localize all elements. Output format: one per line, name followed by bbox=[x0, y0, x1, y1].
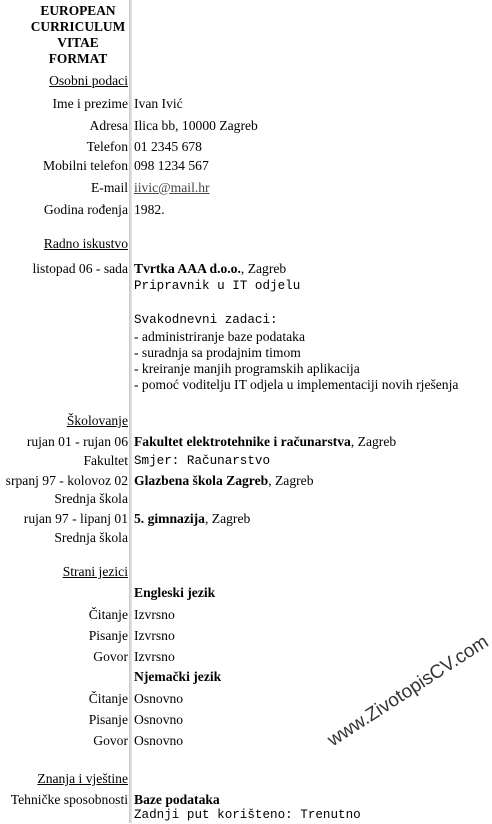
education-type-row bbox=[0, 490, 474, 508]
field-value: Osnovno bbox=[134, 691, 184, 706]
education-period: rujan 01 - rujan 06 bbox=[26, 434, 128, 449]
work-company: Tvrtka AAA d.o.o. bbox=[134, 261, 241, 276]
field-value: Osnovno bbox=[134, 712, 184, 727]
field-label: Tehničke sposobnosti bbox=[10, 792, 128, 807]
education-city: , Zagreb bbox=[350, 434, 397, 449]
education-school: Fakultet elektrotehnike i računarstva bbox=[134, 434, 351, 449]
work-task bbox=[0, 376, 474, 394]
field-label: Pisanje bbox=[88, 628, 128, 643]
field-label: Mobilni telefon bbox=[43, 158, 128, 173]
field-value: Ilica bb, 10000 Zagreb bbox=[134, 118, 258, 133]
education-school-line bbox=[134, 433, 396, 451]
field-email bbox=[0, 179, 474, 197]
education-school-line bbox=[134, 472, 314, 490]
title-line: VITAE bbox=[57, 35, 99, 50]
section-education bbox=[0, 412, 474, 430]
section-personal bbox=[0, 72, 474, 90]
field-value: 1982. bbox=[134, 202, 165, 217]
field-label: Čitanje bbox=[88, 691, 128, 706]
language-writing bbox=[0, 711, 474, 729]
language-speaking bbox=[0, 648, 474, 666]
section-heading: Osobni podaci bbox=[49, 73, 128, 88]
education-city: , Zagreb bbox=[268, 473, 314, 488]
section-work bbox=[0, 235, 474, 253]
section-heading: Znanja i vještine bbox=[37, 771, 128, 786]
education-school: 5. gimnazija bbox=[134, 511, 205, 526]
field-label: Čitanje bbox=[88, 607, 128, 622]
section-heading: Školovanje bbox=[66, 413, 128, 428]
language-speaking bbox=[0, 732, 474, 750]
task-item: - suradnja sa prodajnim timom bbox=[134, 345, 301, 360]
field-value: Izvrsno bbox=[134, 607, 175, 622]
education-period: rujan 97 - lipanj 01 bbox=[23, 511, 128, 526]
language-name-row bbox=[0, 584, 474, 602]
language-name: Njemački jezik bbox=[134, 669, 222, 684]
email-link[interactable]: iivic@mail.hr bbox=[134, 180, 210, 195]
education-type: Fakultet bbox=[83, 453, 128, 468]
task-item: - kreiranje manjih programskih aplikacija bbox=[134, 361, 360, 376]
field-value: 098 1234 567 bbox=[134, 158, 209, 173]
language-writing bbox=[0, 627, 474, 645]
field-label: Ime i prezime bbox=[52, 96, 128, 111]
education-city: , Zagreb bbox=[204, 511, 251, 526]
field-label: Godina rođenja bbox=[43, 202, 128, 217]
work-position-row bbox=[0, 277, 474, 295]
field-birth-year bbox=[0, 201, 474, 219]
title-line: EUROPEAN bbox=[40, 3, 116, 18]
field-label: Govor bbox=[93, 649, 128, 664]
education-school: Glazbena škola Zagreb bbox=[134, 473, 269, 488]
title-line: FORMAT bbox=[48, 51, 108, 66]
field-value: 01 2345 678 bbox=[134, 139, 202, 154]
field-value: Osnovno bbox=[134, 733, 184, 748]
education-type: Srednja škola bbox=[54, 491, 128, 506]
section-heading: Strani jezici bbox=[62, 564, 128, 579]
work-period: listopad 06 - sada bbox=[32, 261, 128, 276]
language-name: Engleski jezik bbox=[134, 585, 216, 600]
field-label: E-mail bbox=[91, 180, 128, 195]
field-phone bbox=[0, 138, 474, 156]
work-entry bbox=[0, 260, 474, 278]
field-label: Govor bbox=[93, 733, 128, 748]
field-label: Pisanje bbox=[88, 712, 128, 727]
work-position: Pripravnik u IT odjelu bbox=[134, 279, 301, 293]
education-school-line bbox=[134, 510, 250, 528]
skills-technical-detail bbox=[0, 806, 474, 824]
cv-title bbox=[28, 3, 128, 67]
section-heading: Radno iskustvo bbox=[43, 236, 128, 251]
education-entry bbox=[0, 433, 474, 451]
skills-detail: Zadnji put korišteno: Trenutno bbox=[134, 808, 361, 822]
work-tasks-title: Svakodnevni zadaci: bbox=[134, 313, 278, 327]
education-period: srpanj 97 - kolovoz 02 bbox=[5, 473, 128, 488]
section-skills bbox=[0, 770, 474, 788]
work-company-line bbox=[134, 260, 286, 278]
field-address bbox=[0, 117, 474, 135]
title-line: CURRICULUM bbox=[30, 19, 126, 34]
task-item: - pomoć voditelju IT odjela u implementaciji novih rješenja bbox=[134, 377, 459, 392]
section-languages bbox=[0, 563, 474, 581]
field-value: Izvrsno bbox=[134, 628, 175, 643]
education-entry bbox=[0, 472, 474, 490]
watermark: www.ZivotopisCV.com bbox=[323, 631, 492, 751]
field-label: Adresa bbox=[89, 118, 128, 133]
education-detail-row bbox=[0, 452, 474, 470]
education-detail: Smjer: Računarstvo bbox=[134, 454, 271, 468]
field-mobile bbox=[0, 157, 474, 175]
education-entry bbox=[0, 510, 474, 528]
field-label: Telefon bbox=[86, 139, 128, 154]
field-name bbox=[0, 95, 474, 113]
language-reading bbox=[0, 606, 474, 624]
education-type: Srednja škola bbox=[54, 530, 128, 545]
field-value: Izvrsno bbox=[134, 649, 175, 664]
work-city: , Zagreb bbox=[240, 261, 287, 276]
work-tasks-title-row bbox=[0, 311, 474, 329]
education-type-row bbox=[0, 529, 474, 547]
field-value: Ivan Ivić bbox=[134, 96, 183, 111]
field-value: Baze podataka bbox=[134, 792, 220, 807]
task-item: - administriranje baze podataka bbox=[134, 329, 305, 344]
